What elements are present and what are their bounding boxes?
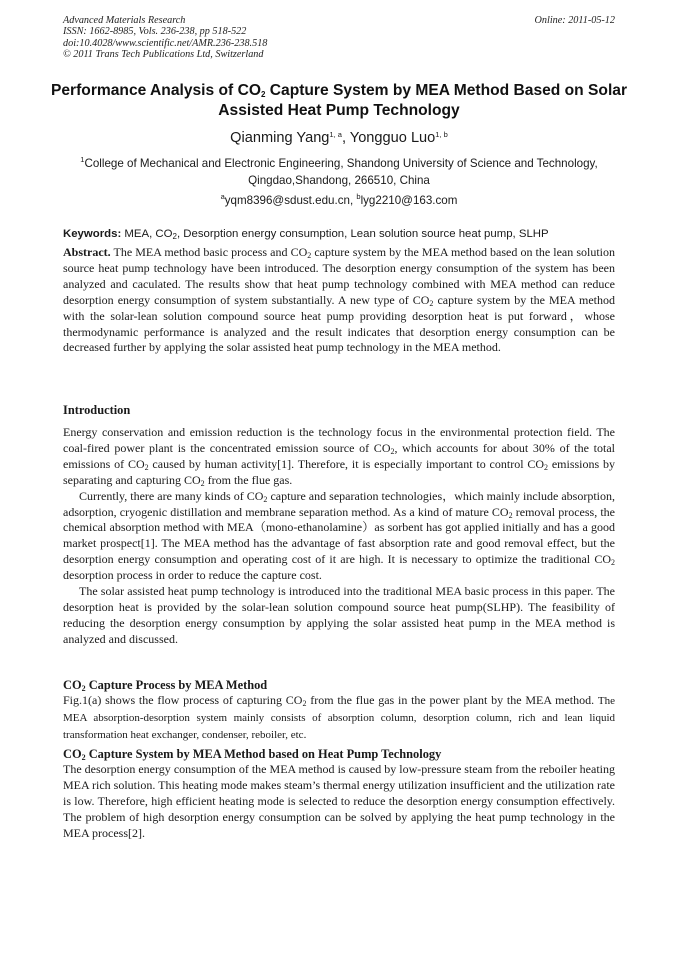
keywords-subscript: 2 [172, 232, 177, 241]
section-2-heading [63, 677, 615, 693]
keywords [63, 226, 615, 242]
section-3-body [63, 762, 615, 842]
title-part1: Performance Analysis of CO [50, 82, 261, 99]
section-2-heading-text-2: Capture Process by MEA Method [85, 678, 268, 692]
intro-p1-sub-1: 2 [390, 446, 395, 456]
section-2-heading-sub: 2 [81, 684, 86, 693]
intro-paragraph-2 [63, 489, 615, 584]
intro-paragraph-3: The solar assisted heat pump technology is introduced into the traditional MEA basic process in this paper. The desorption heat is provided by the solar-lean solution compound source heat pump(SLHP). The feasibility of reducing the desorption energy consumption by applying the solar assisted heat pump in the MEA method is analyzed and discussed. [63, 584, 615, 646]
abstract-text-2: capture system by the MEA method based on the lean solution source heat pump technology have been introduced. The desorption energy consumption of the system has been analyzed and caculated. The results show that heat pump technology combined with MEA method can reduce desorption energy consumption of system substantially. A new type of CO [63, 245, 615, 307]
affiliation [80, 155, 598, 189]
abstract [63, 245, 615, 356]
email-a-mark: a [220, 192, 225, 201]
intro-p2-sub-3: 2 [611, 558, 615, 568]
online-date: Online: 2011-05-12 [534, 15, 615, 26]
section-2-body [63, 693, 615, 744]
intro-p2-sub-2: 2 [508, 510, 513, 520]
section-2-sub-1: 2 [302, 699, 307, 708]
author-1-affil-mark: 1, a [329, 130, 342, 139]
intro-p1-sub-4: 2 [200, 478, 205, 488]
intro-p2-text-3: removal process, the chemical absorption method with MEA（mono-ethanolamine）as sorbent has got applied initially and has a good market prospect[1]. The MEA method has the advantage of fast absorption rate and good removal effect, but the desorption energy consumption and operating cost of it are high. It is necessary to optimize the traditional CO [63, 504, 615, 567]
intro-p1-text-2: , which accounts for about 30% of the total emissions of CO [63, 440, 615, 471]
author-emails [40, 193, 638, 209]
abstract-sub-1: 2 [307, 251, 312, 260]
affiliation-text: College of Mechanical and Electronic Engineering, Shandong University of Science and Technology, Qingdao,Shandong, 266510, China [84, 157, 598, 187]
author-list [40, 129, 638, 147]
email-b[interactable]: lyg2210@163.com [360, 194, 458, 207]
section-2-text-3: The MEA absorption-desorption system mainly consists of absorption column, desorption column, rich and lean liquid transformation heat exchanger, condenser, reboiler, etc. [63, 695, 615, 741]
paper-title [40, 81, 638, 121]
abstract-text-3: capture system by the MEA method with the solar-lean solution compound source heat pump providing desorption heat is put forward，whose thermodynamic performance is analyzed and the result indicates that desorption energy consumption can be decreased further by applying the solar assisted heat pump technology in the MEA method. [63, 292, 615, 355]
keywords-text-2: , Desorption energy consumption, Lean solution source heat pump, SLHP [176, 228, 549, 240]
author-separator: , [341, 130, 350, 146]
doi-line: doi:10.4028/www.scientific.net/AMR.236-238.518 [63, 37, 268, 49]
intro-p1-sub-2: 2 [144, 462, 149, 472]
abstract-text-1: The MEA method basic process and CO [110, 245, 308, 259]
intro-p1-text-1: Energy conservation and emission reduction is the technology focus in the environmental protection field. The coal-fired power plant is the concentrated emission source of CO [63, 425, 615, 455]
abstract-label: Abstract. [63, 245, 111, 259]
journal-header [63, 15, 615, 61]
section-3-heading-text-1: CO [63, 747, 82, 761]
intro-p2-sub-1: 2 [263, 494, 268, 504]
section-3-heading-text-2: Capture System by MEA Method based on Heat Pump Technology [85, 747, 442, 761]
email-b-mark: b [356, 192, 361, 201]
keywords-label: Keywords: [63, 228, 122, 240]
intro-p2-text-4: desorption process in order to reduce the capture cost. [63, 568, 322, 583]
journal-name: Advanced Materials Research [63, 15, 186, 26]
section-3-heading-sub: 2 [81, 753, 86, 762]
intro-paragraph-1 [63, 425, 615, 489]
affiliation-mark: 1 [80, 155, 85, 164]
intro-p2-text-2: capture and separation technologies，which mainly include absorption, adsorption, cryogenic distillation and membrane separation method. As a kind of mature CO [63, 488, 616, 519]
author-2: Yongguo Luo [349, 130, 436, 146]
intro-p1-text-3: caused by human activity[1]. Therefore, it is especially important to control CO [148, 456, 545, 471]
introduction-heading: Introduction [63, 403, 131, 417]
email-a[interactable]: yqm8396@sdust.edu.cn, [224, 194, 357, 207]
section-2-heading-text-1: CO [63, 678, 82, 692]
introduction-body [63, 425, 615, 648]
title-subscript: 2 [260, 90, 266, 99]
section-2-text-1: Fig.1(a) shows the flow process of capturing CO [63, 693, 303, 707]
issn-line: ISSN: 1662-8985, Vols. 236-238, pp 518-522 [63, 26, 247, 38]
author-2-affil-mark: 1, b [435, 130, 448, 139]
copyright-line: © 2011 Trans Tech Publications Ltd, Switzerland [63, 49, 264, 61]
title-part2: Capture System by MEA Method Based on Solar Assisted Heat Pump Technology [218, 82, 628, 119]
keywords-text-1: MEA, CO [121, 228, 173, 240]
section-3-text: The desorption energy consumption of the MEA method is caused by low-pressure steam from the reboiler heating MEA rich solution. This heating mode makes steam’s thermal energy utilization insufficient and the utilization rate is low. Therefore, high efficient heating mode is selected to reduce the desorption energy consumption effectively. The problem of high desorption energy consumption can be solved by applying the heat pump technology in the MEA process[2]. [63, 762, 615, 840]
intro-p1-text-4: emissions by separating and capturing CO [63, 456, 615, 487]
intro-p1-sub-3: 2 [544, 462, 549, 472]
intro-p2-text-1: Currently, there are many kinds of CO [79, 488, 264, 503]
section-3-heading [63, 746, 615, 762]
section-2-text-2: from the flue gas in the power plant by the MEA method. [306, 693, 598, 707]
abstract-sub-2: 2 [429, 298, 434, 308]
intro-p1-text-5: from the flue gas. [204, 472, 293, 487]
author-1: Qianming Yang [230, 130, 330, 146]
